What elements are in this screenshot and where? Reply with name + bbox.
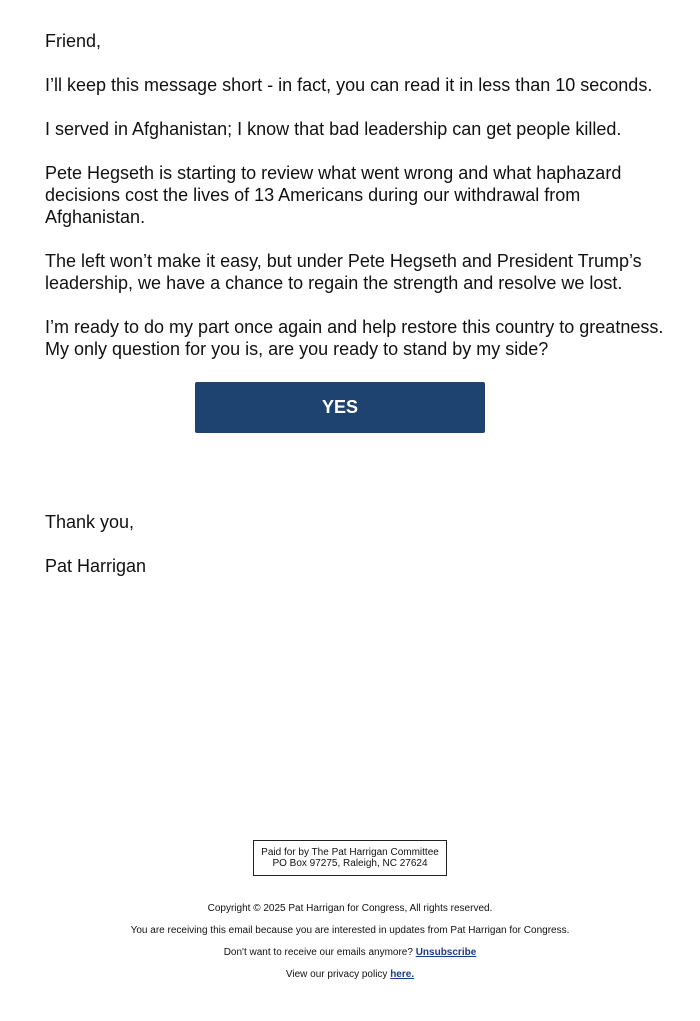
- privacy-prefix: View our privacy policy: [285, 969, 388, 980]
- cta-container: [45, 382, 665, 433]
- unsubscribe-prefix: Don't want to receive our emails anymore?: [223, 947, 413, 958]
- signature: Pat Harrigan: [45, 556, 147, 576]
- paragraph-review: Pete Hegseth is starting to review what went wrong and what haphazard decisions cost the lives of 13 Americans during our withdrawal from Afghanistan.: [45, 163, 622, 227]
- paid-for-disclaimer: [253, 840, 447, 876]
- signoff: [45, 511, 665, 599]
- closing: Thank you,: [45, 512, 135, 532]
- paid-for-address: PO Box 97275, Raleigh, NC 27624: [272, 858, 428, 869]
- greeting: Friend,: [45, 31, 102, 51]
- paragraph-service: I served in Afghanistan; I know that bad leadership can get people killed.: [45, 119, 622, 139]
- unsubscribe-link[interactable]: Unsubscribe: [415, 947, 477, 958]
- paragraph-leadership: The left won’t make it easy, but under Pete Hegseth and President Trump’s leadership, we have a chance to regain the strength and resolve we lost.: [45, 251, 642, 293]
- yes-button[interactable]: YES: [195, 382, 485, 433]
- paid-for-line: Paid for by The Pat Harrigan Committee: [261, 847, 439, 858]
- privacy-line: [0, 969, 700, 980]
- paragraph-intro: I’ll keep this message short - in fact, you can read it in less than 10 seconds.: [45, 75, 653, 95]
- email-footer: [0, 840, 700, 991]
- copyright-notice: Copyright © 2025 Pat Harrigan for Congress, All rights reserved.: [207, 903, 493, 914]
- unsubscribe-line: [0, 947, 700, 958]
- paragraph-question: I’m ready to do my part once again and help restore this country to greatness. My only question for you is, are you ready to stand by my side?: [45, 317, 664, 359]
- privacy-policy-link[interactable]: here.: [390, 969, 415, 980]
- email-body: [45, 30, 665, 433]
- receiving-notice: You are receiving this email because you are interested in updates from Pat Harrigan for Congress.: [130, 925, 570, 936]
